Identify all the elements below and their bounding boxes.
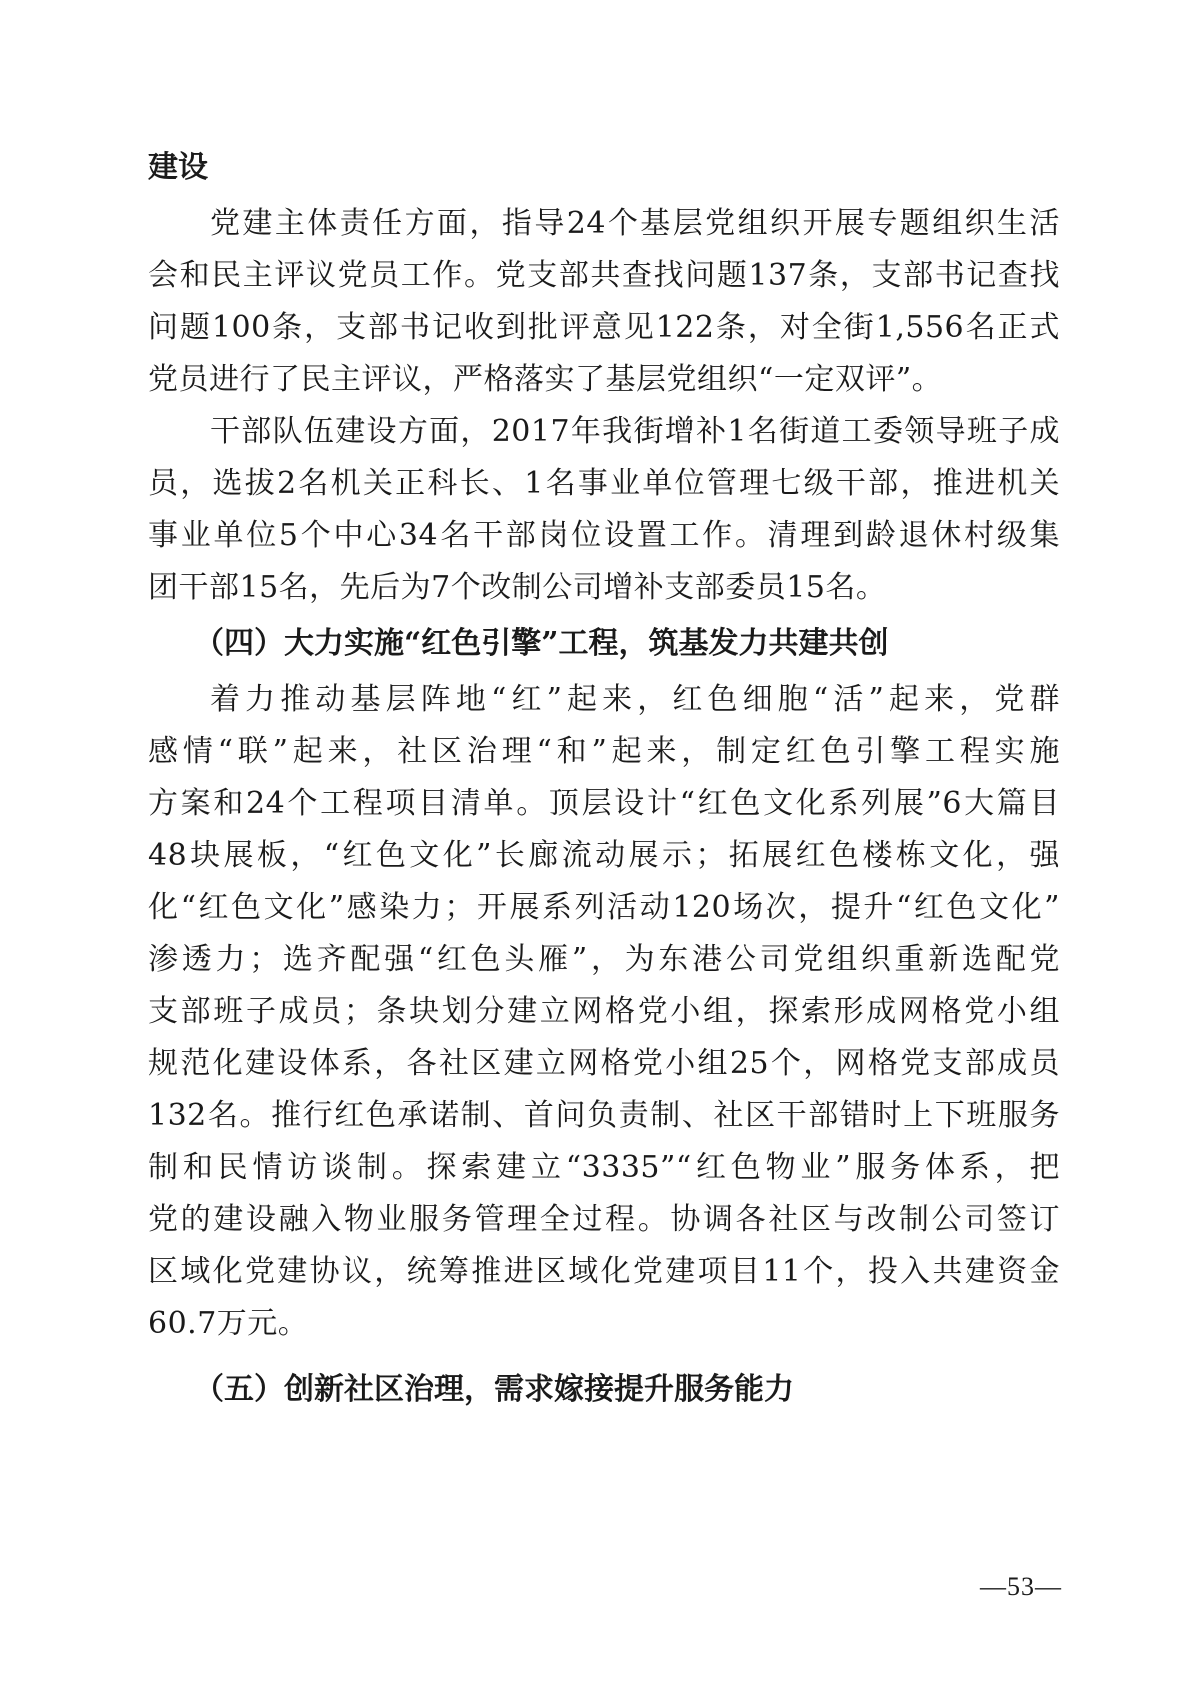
page-number: —53— xyxy=(980,1572,1062,1601)
paragraph-line: 感情“联”起来，社区治理“和”起来，制定红色引擎工程实施 xyxy=(148,734,1060,769)
paragraph-line: 事业单位5个中心34名干部岗位设置工作。清理到龄退休村级集 xyxy=(148,518,1060,553)
paragraph-line: 规范化建设体系，各社区建立网格党小组25个，网格党支部成员 xyxy=(148,1046,1060,1081)
section-heading-5: （五）创新社区治理，需求嫁接提升服务能力 xyxy=(194,1372,794,1407)
paragraph-line: 48块展板，“红色文化”长廊流动展示；拓展红色楼栋文化，强 xyxy=(148,838,1060,873)
paragraph-party-responsibility xyxy=(148,198,1060,406)
paragraph-line: 制和民情访谈制。探索建立“3335”“红色物业”服务体系，把 xyxy=(148,1150,1060,1185)
paragraph-line: 着力推动基层阵地“红”起来，红色细胞“活”起来，党群 xyxy=(210,682,1060,717)
paragraph-line: 方案和24个工程项目清单。顶层设计“红色文化系列展”6大篇目 xyxy=(148,786,1060,821)
document-body xyxy=(148,138,1060,1420)
paragraph-line: 党员进行了民主评议，严格落实了基层党组织“一定双评”。 xyxy=(148,362,943,397)
section-heading-4: （四）大力实施“红色引擎”工程，筑基发力共建共创 xyxy=(194,626,889,661)
paragraph-cadre-team xyxy=(148,406,1060,614)
heading-construction: 建设 xyxy=(148,150,208,185)
paragraph-line: 会和民主评议党员工作。党支部共查找问题137条，支部书记查找 xyxy=(148,258,1060,293)
paragraph-red-engine xyxy=(148,674,1060,1350)
paragraph-line: 132名。推行红色承诺制、首问负责制、社区干部错时上下班服务 xyxy=(148,1098,1060,1133)
paragraph-line: 区域化党建协议，统筹推进区域化党建项目11个，投入共建资金 xyxy=(148,1254,1060,1289)
paragraph-line: 党建主体责任方面，指导24个基层党组织开展专题组织生活 xyxy=(210,206,1060,241)
paragraph-line: 渗透力；选齐配强“红色头雁”，为东港公司党组织重新选配党 xyxy=(148,942,1060,977)
paragraph-line: 团干部15名，先后为7个改制公司增补支部委员15名。 xyxy=(148,570,887,605)
paragraph-line: 员，选拔2名机关正科长、1名事业单位管理七级干部，推进机关 xyxy=(148,466,1060,501)
paragraph-line: 化“红色文化”感染力；开展系列活动120场次，提升“红色文化” xyxy=(148,890,1060,925)
paragraph-line: 问题100条，支部书记收到批评意见122条，对全街1,556名正式 xyxy=(148,310,1060,345)
paragraph-line: 党的建设融入物业服务管理全过程。协调各社区与改制公司签订 xyxy=(148,1202,1060,1237)
paragraph-line: 干部队伍建设方面，2017年我街增补1名街道工委领导班子成 xyxy=(210,414,1060,449)
paragraph-line: 60.7万元。 xyxy=(148,1306,309,1341)
paragraph-line: 支部班子成员；条块划分建立网格党小组，探索形成网格党小组 xyxy=(148,994,1060,1029)
